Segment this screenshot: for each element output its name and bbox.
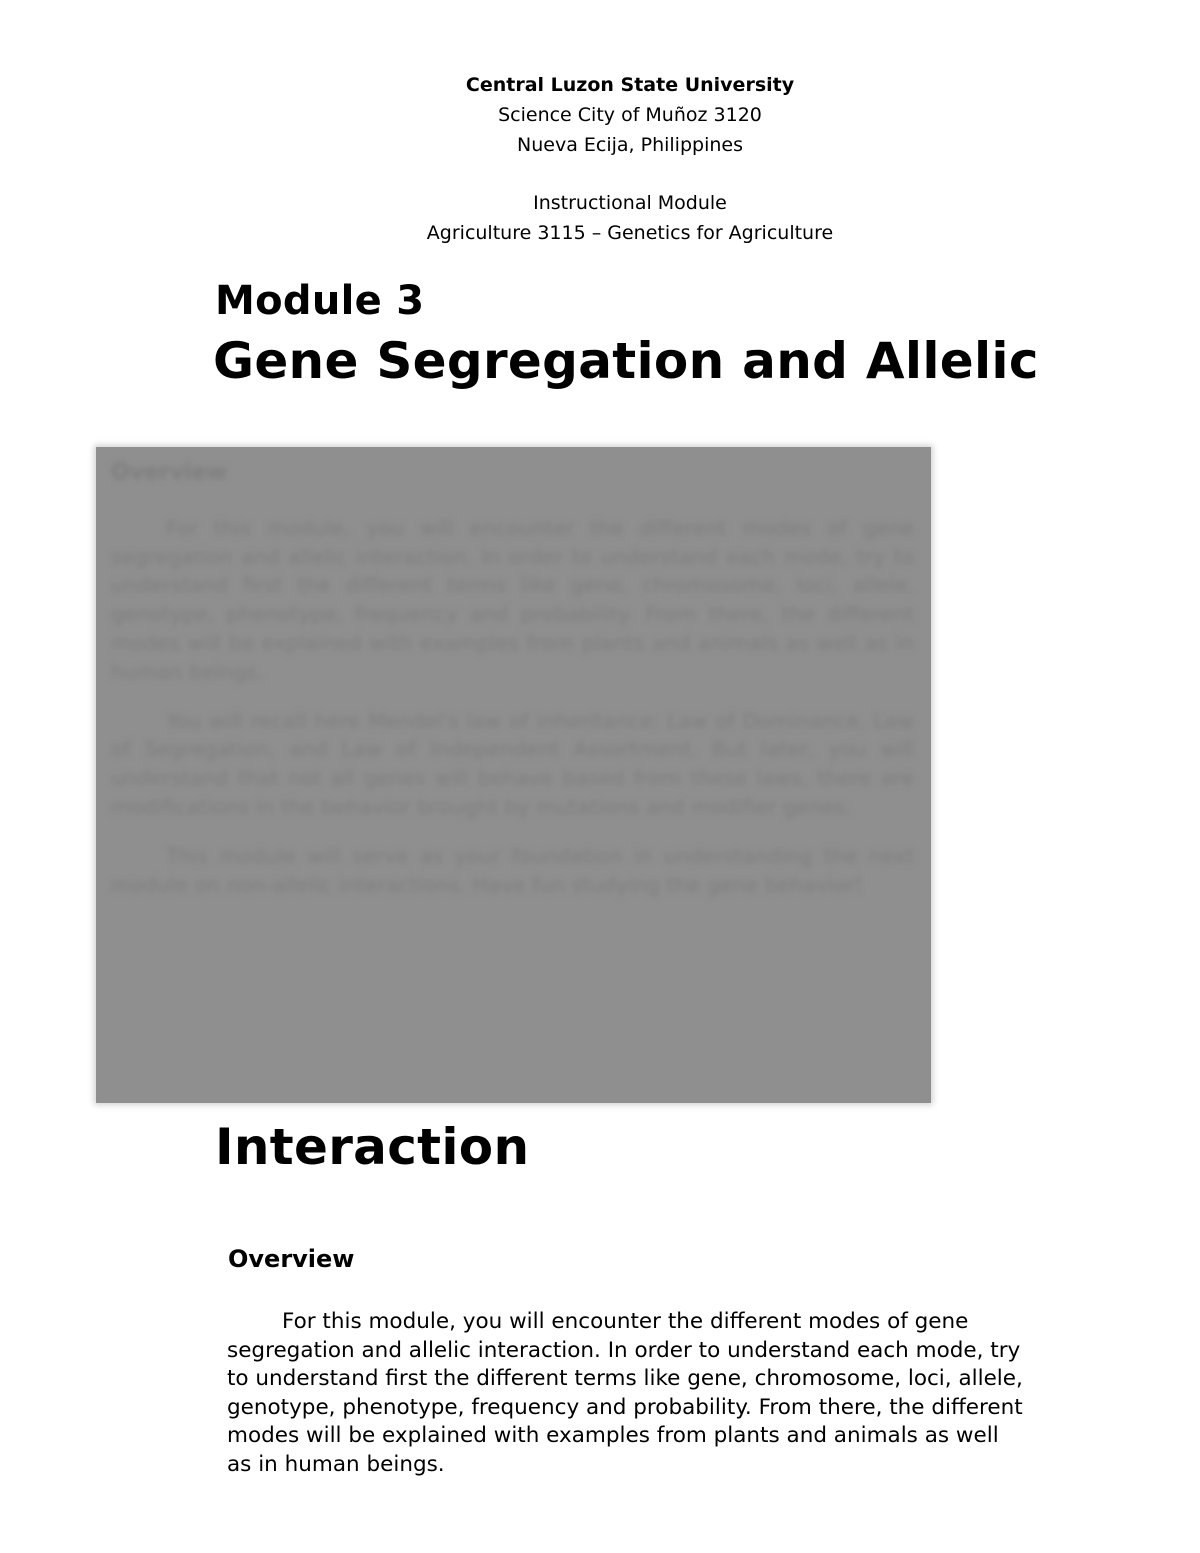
overlay-heading: Overview	[111, 460, 227, 485]
course-title: Agriculture 3115 – Genetics for Agriculture	[426, 222, 834, 244]
document-header	[0, 70, 1200, 248]
university-name: Central Luzon State University	[465, 74, 795, 96]
module-type: Instructional Module	[533, 192, 727, 214]
overlay-paragraph-2: You will recall here Mendel's law of inheritance: Law of Dominance, Law of Segregation, and Law of Independent Assortment. But later, you will understand that not all genes will behave based from these laws, there are modifications in the behavior brought by mutations and modifier genes.	[111, 708, 914, 819]
overlay-paragraph-1: For this module, you will encounter the different modes of gene segregation and allelic interaction. In order to understand each mode, try to understand first the different terms like gene, chromosome, loci, allele, genotype, phenotype, frequency and probability. From there, the different modes will be explained with examples from plants and animals as well as in human beings.	[111, 515, 914, 684]
overview-paragraph: For this module, you will encounter the different modes of gene segregation and allelic interaction. In order to understand each mode, try to understand first the different terms like gene, chromosome, loci, allele, genotype, phenotype, frequency and probability. From there, the different modes will be explained with examples from plants and animals as well as in human beings.	[227, 1309, 1023, 1477]
university-city: Science City of Muñoz 3120	[498, 104, 762, 126]
overlay-paragraph-3: This module will serve as your foundation in understanding the next module on non-allelic interactions. Have fun studying the gene behavior!	[111, 843, 914, 897]
module-title-line2: Interaction	[215, 1118, 530, 1176]
module-title-line1: Gene Segregation and Allelic	[213, 332, 1039, 390]
blurred-overlay-panel	[96, 447, 931, 1103]
overview-body	[227, 1308, 1027, 1480]
blurred-overlay-content	[111, 459, 914, 919]
university-province: Nueva Ecija, Philippines	[517, 134, 743, 156]
overview-heading: Overview	[228, 1245, 355, 1273]
module-number: Module 3	[215, 278, 425, 324]
